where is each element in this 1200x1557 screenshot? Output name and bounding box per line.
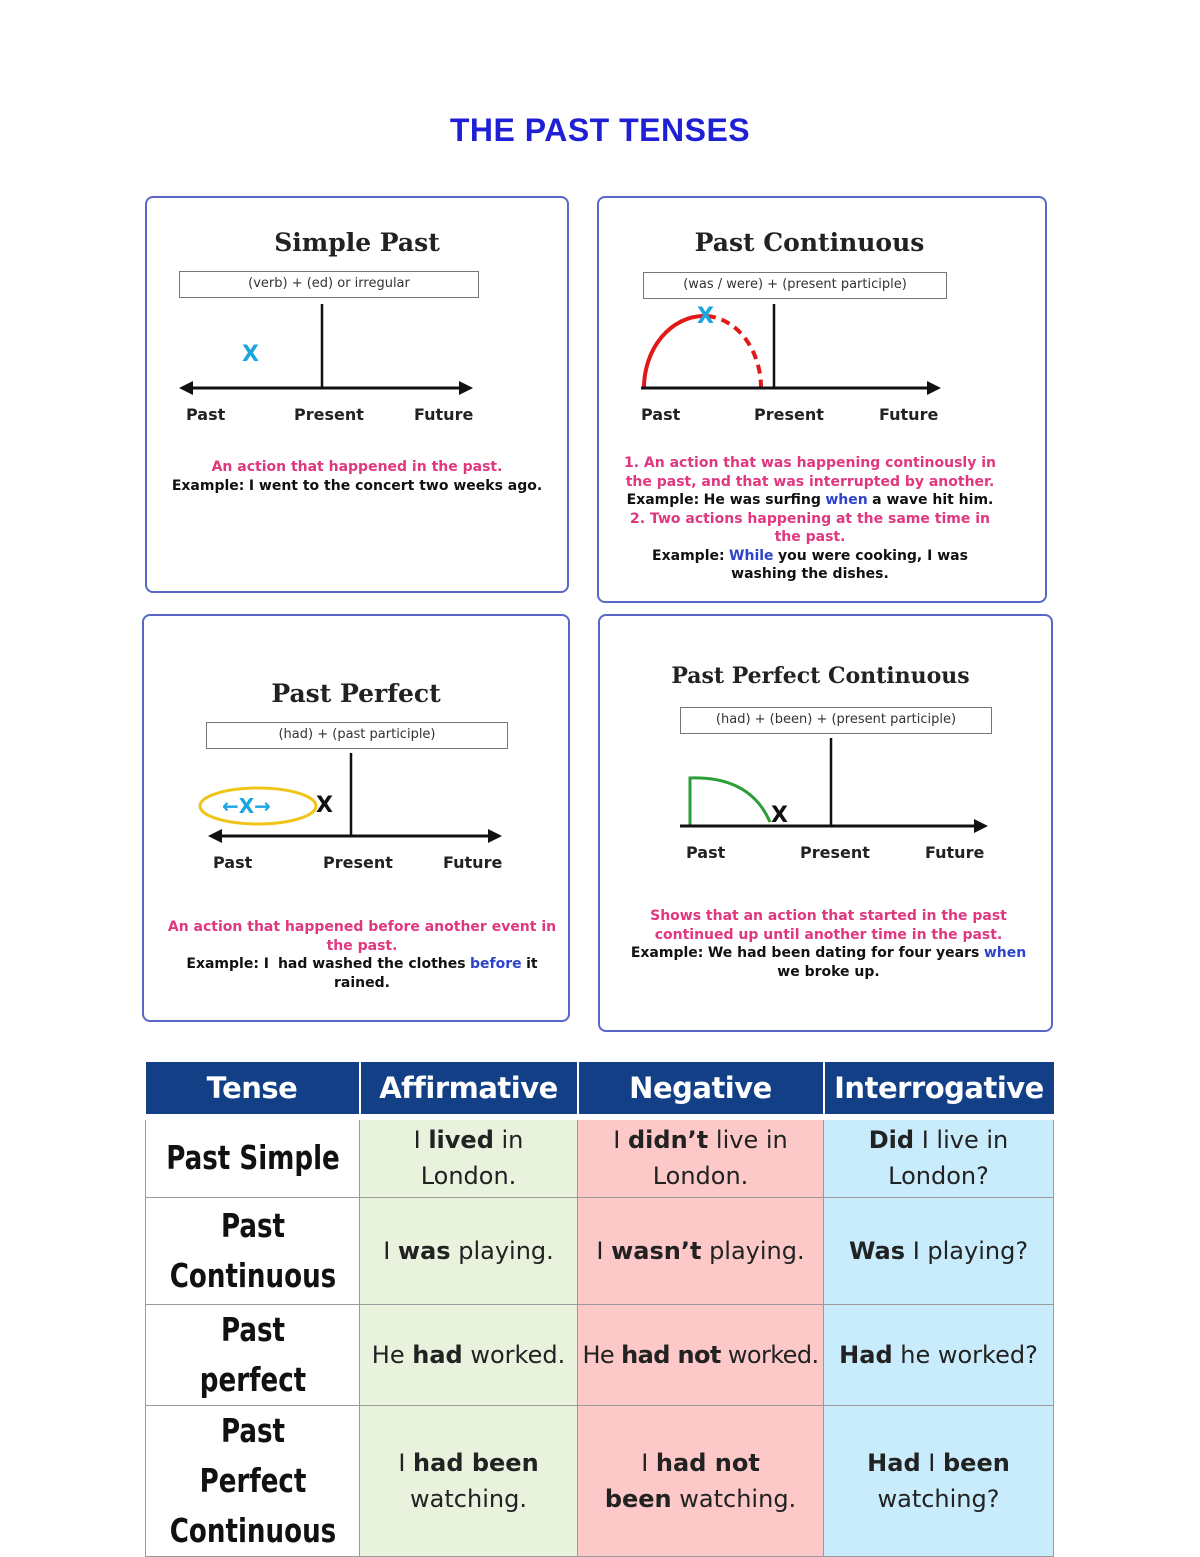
header-affirmative: Affirmative bbox=[360, 1062, 578, 1117]
label-future: Future bbox=[925, 843, 985, 862]
formula-box: (had) + (past participle) bbox=[206, 722, 508, 749]
card-past-perfect-continuous bbox=[598, 614, 1053, 1032]
table-row bbox=[146, 1405, 1054, 1556]
affirmative-cell: He had worked. bbox=[360, 1304, 578, 1405]
definition: An action that happened before another event in the past. bbox=[167, 919, 557, 954]
interrogative-cell: Was I playing? bbox=[824, 1197, 1054, 1304]
timeline bbox=[144, 616, 572, 856]
timeline bbox=[599, 198, 1049, 438]
label-future: Future bbox=[443, 853, 503, 872]
card-past-perfect bbox=[142, 614, 570, 1022]
formula-box: (verb) + (ed) or irregular bbox=[179, 271, 479, 298]
tense-cell: Past Continuous bbox=[158, 1197, 346, 1304]
label-present: Present bbox=[323, 853, 393, 872]
affirmative-cell: I had been watching. bbox=[360, 1405, 578, 1556]
description bbox=[622, 907, 1035, 981]
example-1: Example: He was surfing when a wave hit him. bbox=[626, 492, 994, 508]
timeline bbox=[600, 616, 1055, 856]
duration-marker: ←X→ bbox=[222, 794, 271, 818]
label-present: Present bbox=[754, 405, 824, 424]
example: Example: I had washed the clothes before it rained. bbox=[186, 956, 538, 991]
formula-box: (had) + (been) + (present participle) bbox=[680, 707, 992, 734]
example-2: Example: While you were cooking, I was washing the dishes. bbox=[652, 547, 968, 582]
negative-cell: I had not been watching. bbox=[578, 1405, 824, 1556]
table-row bbox=[146, 1117, 1054, 1197]
label-present: Present bbox=[800, 843, 870, 862]
event-marker: X bbox=[771, 803, 788, 828]
card-title: Past Continuous bbox=[694, 228, 925, 257]
description bbox=[158, 918, 566, 992]
label-present: Present bbox=[294, 405, 364, 424]
card-title: Simple Past bbox=[274, 228, 440, 257]
definition: Shows that an action that started in the past continued up until another time in the past. bbox=[650, 908, 1007, 943]
table-header-row bbox=[146, 1062, 1054, 1117]
table-row bbox=[146, 1304, 1054, 1405]
tenses-table bbox=[145, 1062, 1053, 1550]
interrogative-cell: Did I live in London? bbox=[824, 1117, 1054, 1197]
label-past: Past bbox=[641, 405, 681, 424]
formula-box: (was / were) + (present participle) bbox=[643, 272, 947, 299]
card-simple-past bbox=[145, 196, 569, 593]
event-marker: X bbox=[316, 793, 333, 818]
tense-cell: Past perfect bbox=[158, 1304, 346, 1405]
interrogative-cell: Had I been watching? bbox=[824, 1405, 1054, 1556]
description bbox=[623, 454, 997, 584]
action-marker: X bbox=[697, 304, 714, 329]
example: Example: I went to the concert two weeks ago. bbox=[171, 477, 543, 494]
interrogative-cell: Had he worked? bbox=[824, 1304, 1054, 1405]
timeline bbox=[147, 198, 571, 438]
definition: An action that happened in the past. bbox=[211, 459, 503, 475]
label-future: Future bbox=[414, 405, 474, 424]
card-past-continuous bbox=[597, 196, 1047, 603]
definition-2: 2. Two actions happening at the same time in the past. bbox=[630, 510, 990, 545]
description bbox=[157, 458, 557, 495]
label-past: Past bbox=[186, 405, 226, 424]
card-title: Past Perfect Continuous bbox=[671, 663, 970, 689]
affirmative-cell: I lived in London. bbox=[360, 1117, 578, 1197]
tense-cell: Past Simple bbox=[158, 1117, 346, 1197]
page-title: THE PAST TENSES bbox=[449, 112, 751, 148]
header-tense: Tense bbox=[146, 1062, 360, 1117]
label-past: Past bbox=[213, 853, 253, 872]
action-marker: X bbox=[242, 342, 259, 367]
header-negative: Negative bbox=[578, 1062, 824, 1117]
negative-cell: I didn’t live in London. bbox=[578, 1117, 824, 1197]
negative-cell: He had not worked. bbox=[578, 1304, 824, 1405]
definition-1: 1. An action that was happening continously in the past, and that was interrupted by another. bbox=[624, 455, 996, 490]
table-row bbox=[146, 1197, 1054, 1304]
affirmative-cell: I was playing. bbox=[360, 1197, 578, 1304]
negative-cell: I wasn’t playing. bbox=[578, 1197, 824, 1304]
card-title: Past Perfect bbox=[271, 679, 441, 708]
label-past: Past bbox=[686, 843, 726, 862]
tense-cell: Past Perfect Continuous bbox=[158, 1405, 346, 1556]
label-future: Future bbox=[879, 405, 939, 424]
example: Example: We had been dating for four years when we broke up. bbox=[630, 945, 1027, 980]
header-interrogative: Interrogative bbox=[824, 1062, 1054, 1117]
